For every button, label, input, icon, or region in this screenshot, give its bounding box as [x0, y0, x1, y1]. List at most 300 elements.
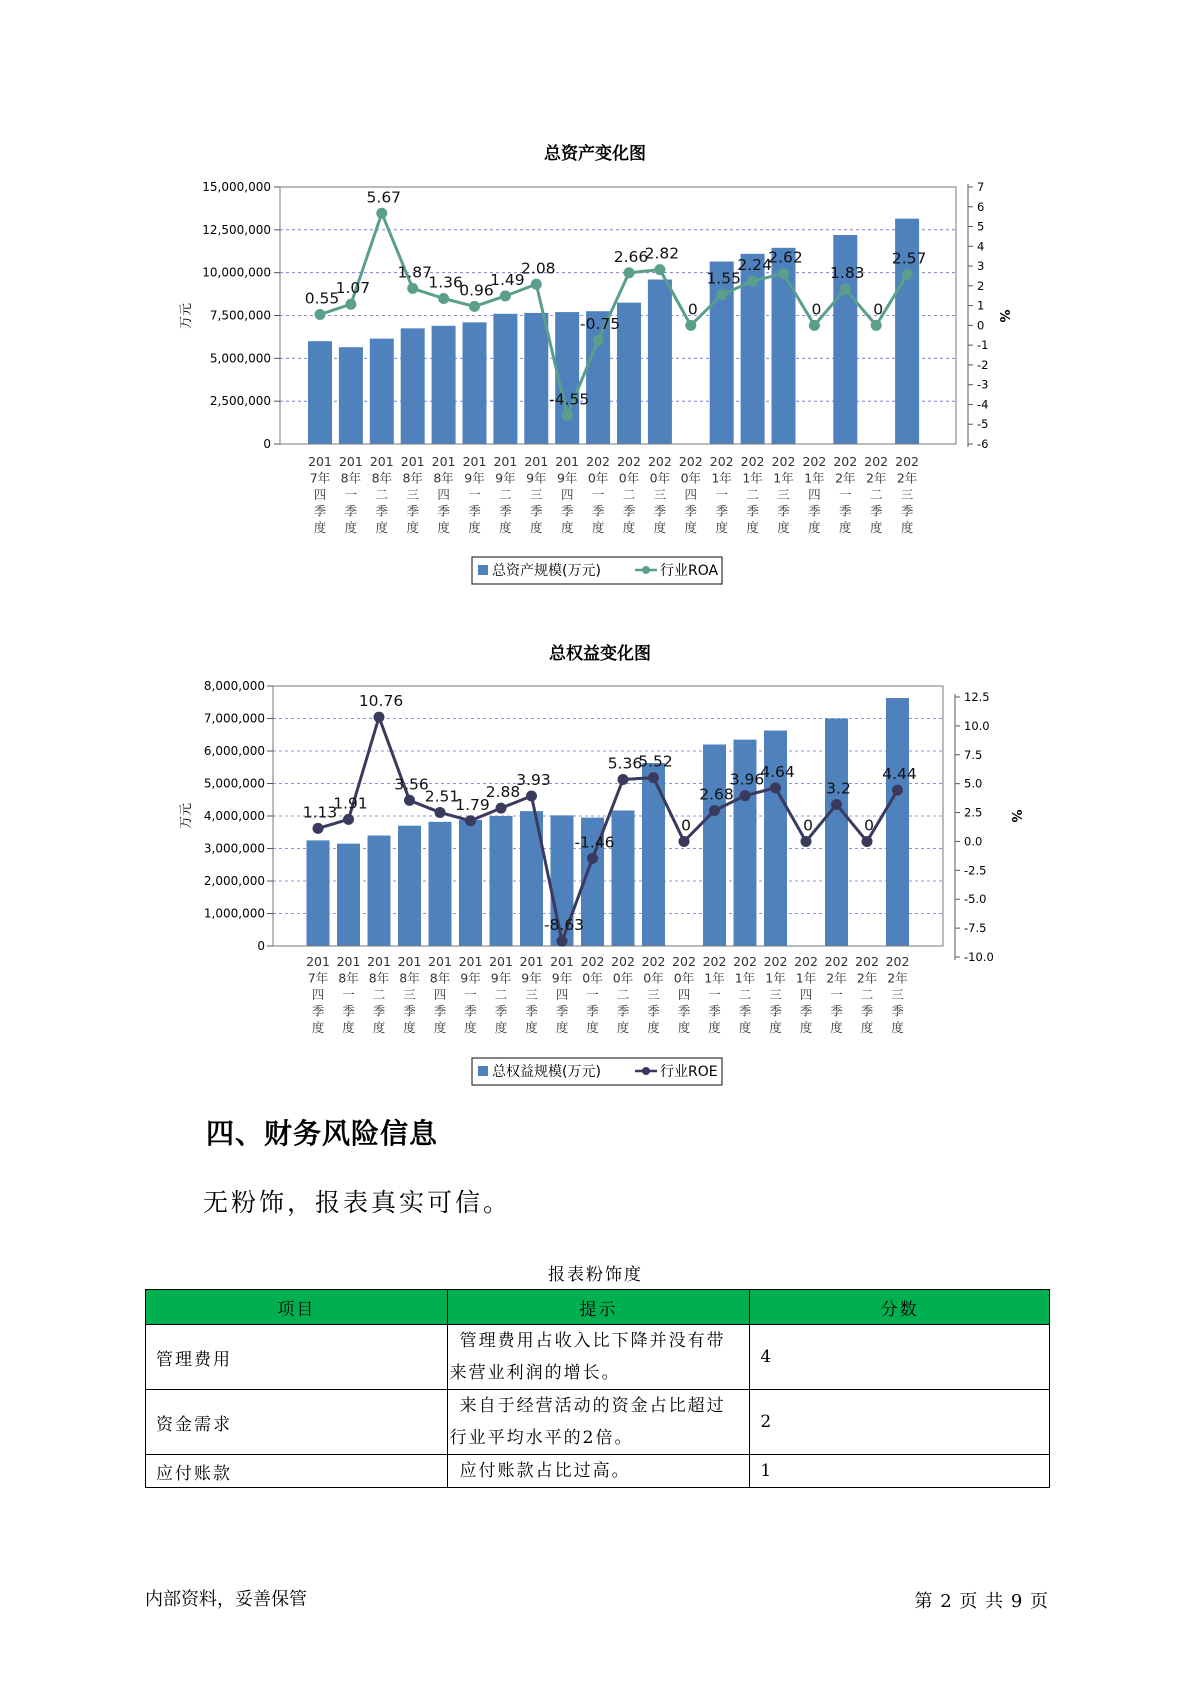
- series-point: [840, 284, 851, 295]
- legend-line-label: 行业ROE: [660, 1064, 718, 1080]
- left-tick-label: 5,000,000: [203, 776, 265, 791]
- x-tick-label: 0年: [612, 970, 634, 986]
- x-tick-label: 201: [524, 454, 549, 469]
- x-tick-label: 三: [891, 987, 904, 1002]
- x-tick-label: 201: [431, 454, 456, 469]
- data-label: 2.24: [737, 256, 772, 275]
- series-point: [654, 264, 665, 275]
- left-tick-label: 1,000,000: [203, 906, 265, 921]
- x-tick-label: 三: [403, 987, 416, 1002]
- x-tick-label: 季: [738, 1003, 752, 1019]
- x-tick-label: 202: [733, 954, 757, 969]
- series-point: [593, 335, 604, 346]
- x-tick-label: 三: [525, 987, 538, 1002]
- data-label: 3.93: [516, 771, 551, 790]
- right-tick-label: -4: [977, 397, 989, 412]
- y-axis-label-right: %: [1008, 809, 1023, 823]
- score-cell: 2: [750, 1390, 1050, 1455]
- x-tick-label: 度: [777, 520, 790, 535]
- series-point: [871, 320, 882, 331]
- data-label: 1.13: [302, 803, 338, 822]
- x-tick-label: 8年: [338, 970, 359, 986]
- x-tick-label: 201: [400, 454, 425, 469]
- data-label: 2.88: [485, 783, 521, 802]
- x-tick-label: 季: [677, 1003, 691, 1019]
- data-label: 1.91: [333, 794, 368, 813]
- series-point: [618, 774, 629, 785]
- chart-bar: [401, 328, 425, 444]
- chart-bar: [617, 303, 641, 444]
- series-point: [685, 320, 696, 331]
- x-tick-label: 度: [494, 1020, 508, 1035]
- x-tick-label: 度: [677, 1020, 691, 1035]
- data-label: 2.51: [424, 787, 460, 806]
- right-tick-label: 0: [977, 318, 985, 333]
- chart-bar: [463, 322, 487, 444]
- right-tick-label: -1: [977, 338, 989, 353]
- series-point: [709, 805, 720, 816]
- x-tick-label: 四: [677, 987, 691, 1002]
- data-label: 4.44: [882, 765, 917, 784]
- data-label: 0: [873, 300, 884, 319]
- x-tick-label: 季: [769, 1003, 782, 1019]
- x-tick-label: 8年: [340, 470, 362, 486]
- legend-line-marker: [642, 1067, 650, 1075]
- right-tick-label: -5: [977, 417, 989, 432]
- chart-title: 总资产变化图: [544, 144, 646, 164]
- x-tick-label: 季: [555, 1003, 569, 1019]
- right-tick-label: 6: [977, 199, 985, 214]
- x-tick-label: 二: [616, 987, 630, 1002]
- x-tick-label: 度: [799, 1020, 813, 1035]
- x-tick-label: 0年: [587, 470, 609, 486]
- series-point: [679, 836, 690, 847]
- chart-title: 总权益变化图: [549, 644, 651, 664]
- x-tick-label: 度: [708, 1020, 721, 1035]
- x-tick-label: 二: [860, 987, 874, 1002]
- data-label: 1.36: [428, 273, 463, 292]
- x-tick-label: 季: [808, 503, 821, 519]
- table-header-row: [146, 1290, 1050, 1325]
- x-tick-label: 202: [855, 954, 879, 969]
- x-tick-label: 201: [462, 454, 487, 469]
- series-point: [469, 301, 480, 312]
- legend-line-label: 行业ROA: [660, 563, 719, 579]
- left-tick-label: 0: [257, 939, 265, 953]
- x-tick-label: 一: [708, 987, 721, 1002]
- x-tick-label: 0年: [582, 970, 603, 986]
- column-header: 提示: [447, 1290, 750, 1325]
- chart-bar: [703, 745, 726, 947]
- x-tick-label: 季: [830, 1003, 843, 1019]
- item-cell: 应付账款: [146, 1455, 448, 1488]
- right-tick-label: 1: [977, 298, 985, 313]
- x-tick-label: 度: [860, 1020, 874, 1035]
- x-tick-label: 2年: [865, 470, 887, 486]
- x-tick-label: 度: [525, 1020, 538, 1035]
- x-tick-label: 8年: [399, 970, 420, 986]
- x-tick-label: 季: [375, 503, 389, 519]
- x-tick-label: 度: [313, 520, 327, 535]
- x-tick-label: 度: [684, 520, 698, 535]
- x-tick-label: 2年: [896, 470, 918, 486]
- data-label: 0: [687, 300, 698, 319]
- chart-bar: [339, 347, 363, 444]
- x-tick-label: 9年: [464, 470, 485, 486]
- x-tick-label: 度: [530, 520, 543, 535]
- x-tick-label: 季: [708, 1003, 721, 1019]
- x-tick-label: 202: [678, 454, 703, 469]
- data-label: 10.76: [358, 692, 404, 711]
- data-label: 0: [803, 816, 813, 835]
- data-label: 5.67: [366, 188, 402, 207]
- x-tick-label: 度: [900, 520, 914, 535]
- series-point: [407, 283, 418, 294]
- x-tick-label: 1年: [773, 470, 794, 486]
- x-tick-label: 季: [313, 503, 327, 519]
- right-tick-label: 7.5: [964, 747, 983, 762]
- x-tick-label: 季: [344, 503, 358, 519]
- data-label: 0: [811, 300, 822, 319]
- x-tick-label: 二: [746, 487, 759, 502]
- x-tick-label: 四: [311, 987, 325, 1002]
- x-tick-label: 9年: [490, 970, 512, 986]
- series-point: [526, 791, 537, 802]
- right-tick-label: 4: [977, 239, 985, 254]
- risk-table: [145, 1289, 1050, 1488]
- data-label: -0.75: [580, 315, 621, 334]
- x-tick-label: 202: [824, 954, 849, 969]
- x-tick-label: 季: [530, 503, 543, 519]
- series-point: [438, 293, 449, 304]
- x-tick-label: 一: [591, 487, 605, 502]
- x-tick-label: 度: [560, 520, 574, 535]
- x-tick-label: 季: [839, 503, 852, 519]
- chart-bar: [432, 326, 456, 444]
- x-tick-label: 度: [375, 520, 389, 535]
- x-tick-label: 季: [591, 503, 605, 519]
- x-tick-label: 一: [839, 487, 852, 502]
- series-point: [435, 807, 446, 818]
- series-point: [404, 795, 415, 806]
- x-tick-label: 四: [799, 987, 813, 1002]
- x-tick-label: 202: [709, 454, 734, 469]
- x-tick-label: 季: [494, 1003, 508, 1019]
- section-heading: 四、财务风险信息: [206, 1117, 439, 1150]
- chart-bar: [524, 313, 548, 444]
- conclusion-text: 无粉饰，报表真实可信。: [203, 1188, 512, 1217]
- left-tick-label: 5,000,000: [209, 351, 271, 366]
- data-label: 0.96: [459, 281, 494, 300]
- x-tick-label: 度: [342, 1020, 355, 1035]
- y-axis-label-right: %: [996, 309, 1011, 323]
- x-tick-label: 度: [591, 520, 605, 535]
- x-tick-label: 三: [530, 487, 543, 502]
- x-tick-label: 0年: [618, 470, 640, 486]
- x-tick-label: 季: [684, 503, 698, 519]
- x-tick-label: 四: [684, 487, 698, 502]
- hint-line: 管理费用占收入比下降并没有带: [459, 1331, 726, 1351]
- right-tick-label: 10.0: [964, 718, 990, 733]
- chart-bar: [398, 826, 421, 946]
- x-tick-label: 二: [499, 487, 512, 502]
- x-tick-label: 三: [900, 487, 914, 502]
- legend-bar-swatch: [478, 565, 488, 575]
- x-tick-label: 1年: [804, 470, 825, 486]
- chart-bar: [370, 339, 394, 444]
- x-tick-label: 季: [891, 1003, 904, 1019]
- series-point: [770, 782, 781, 793]
- chart-bar: [648, 280, 672, 444]
- series-point: [624, 267, 635, 278]
- x-tick-label: 1年: [742, 470, 763, 486]
- x-tick-label: 2年: [835, 470, 856, 486]
- data-label: 3.56: [394, 775, 429, 794]
- right-tick-label: 5.0: [964, 776, 983, 791]
- right-tick-label: -10.0: [964, 950, 994, 964]
- x-tick-label: 季: [900, 503, 914, 519]
- x-tick-label: 202: [580, 954, 605, 969]
- series-point: [648, 772, 659, 783]
- right-tick-label: 2: [977, 278, 985, 293]
- x-tick-label: 四: [313, 487, 327, 502]
- x-tick-label: 8年: [433, 470, 454, 486]
- hint-line: 应付账款占比过高。: [459, 1461, 631, 1481]
- x-tick-label: 202: [833, 454, 858, 469]
- data-label: 0: [864, 816, 874, 835]
- y-axis-label-left: 万元: [179, 302, 194, 330]
- x-tick-label: 度: [433, 1020, 447, 1035]
- right-tick-label: 0.0: [964, 834, 983, 849]
- item-cell: 管理费用: [146, 1325, 448, 1390]
- x-tick-label: 季: [468, 503, 481, 519]
- x-tick-label: 一: [468, 487, 481, 502]
- x-tick-label: 季: [406, 503, 419, 519]
- x-tick-label: 201: [336, 954, 361, 969]
- left-tick-label: 7,500,000: [209, 308, 271, 323]
- x-tick-label: 2年: [826, 970, 847, 986]
- x-tick-label: 度: [344, 520, 358, 535]
- hint-cell: [447, 1390, 750, 1455]
- series-point: [500, 290, 511, 301]
- x-tick-label: 度: [839, 520, 852, 535]
- hint-line: 来营业利润的增长。: [449, 1363, 621, 1383]
- right-tick-label: 12.5: [964, 690, 990, 704]
- data-label: 1.87: [397, 263, 432, 282]
- series-point: [562, 410, 573, 421]
- x-tick-label: 季: [777, 503, 790, 519]
- x-tick-label: 9年: [521, 970, 542, 986]
- x-tick-label: 201: [458, 954, 483, 969]
- left-tick-label: 12,500,000: [202, 222, 271, 237]
- right-tick-label: -2: [977, 357, 989, 372]
- x-tick-label: 三: [647, 987, 660, 1002]
- x-tick-label: 201: [397, 954, 422, 969]
- table-caption: 报表粉饰度: [548, 1265, 643, 1285]
- x-tick-label: 202: [864, 454, 889, 469]
- x-tick-label: 0年: [673, 970, 695, 986]
- x-tick-label: 1年: [734, 970, 756, 986]
- chart-bar: [490, 816, 513, 946]
- table-row: [146, 1455, 1050, 1488]
- chart-bar: [337, 844, 360, 946]
- data-label: 4.64: [760, 762, 795, 781]
- right-tick-label: -5.0: [964, 892, 987, 907]
- x-tick-label: 度: [437, 520, 450, 535]
- x-tick-label: 1年: [711, 470, 732, 486]
- x-tick-label: 度: [647, 1020, 660, 1035]
- x-tick-label: 一: [464, 987, 477, 1002]
- x-tick-label: 度: [808, 520, 821, 535]
- x-tick-label: 三: [777, 487, 790, 502]
- x-tick-label: 二: [738, 987, 752, 1002]
- left-tick-label: 7,000,000: [203, 711, 265, 726]
- x-tick-label: 7年: [307, 970, 329, 986]
- x-tick-label: 度: [891, 1020, 904, 1035]
- data-label: 2.68: [699, 785, 734, 804]
- x-tick-label: 201: [550, 954, 574, 969]
- column-header: 分数: [750, 1290, 1050, 1325]
- x-tick-label: 1年: [704, 970, 725, 986]
- series-point: [801, 836, 812, 847]
- right-tick-label: -2.5: [964, 863, 987, 878]
- series-point: [343, 814, 354, 825]
- table-row: [146, 1325, 1050, 1390]
- x-tick-label: 201: [367, 954, 391, 969]
- table-row: [146, 1390, 1050, 1455]
- chart-bar: [307, 840, 330, 946]
- right-tick-label: 2.5: [964, 805, 983, 820]
- x-tick-label: 季: [860, 1003, 874, 1019]
- x-tick-label: 201: [555, 454, 580, 469]
- left-tick-label: 10,000,000: [202, 265, 271, 280]
- data-label: 2.66: [613, 247, 649, 266]
- total-assets-chart: [179, 143, 1011, 584]
- left-tick-label: 2,000,000: [203, 874, 265, 888]
- x-tick-label: 二: [869, 487, 883, 502]
- series-point: [315, 309, 326, 320]
- x-tick-label: 201: [338, 454, 363, 469]
- x-tick-label: 度: [746, 520, 759, 535]
- left-tick-label: 0: [263, 437, 271, 451]
- right-tick-label: 7: [977, 180, 985, 194]
- x-tick-label: 度: [311, 1020, 325, 1035]
- chart-bar: [642, 763, 665, 946]
- x-tick-label: 度: [555, 1020, 569, 1035]
- x-tick-label: 季: [342, 1003, 355, 1019]
- x-tick-label: 202: [702, 954, 727, 969]
- x-tick-label: 8年: [402, 470, 423, 486]
- chart-bar: [612, 810, 635, 946]
- x-tick-label: 0年: [649, 470, 671, 486]
- footer-page-number: 第 2 页 共 9 页: [914, 1591, 1049, 1612]
- series-point: [496, 803, 507, 814]
- x-tick-label: 季: [464, 1003, 477, 1019]
- x-tick-label: 季: [647, 1003, 660, 1019]
- x-tick-label: 度: [406, 520, 419, 535]
- chart-legend: [472, 557, 722, 584]
- x-tick-label: 202: [611, 954, 635, 969]
- series-point: [716, 289, 727, 300]
- data-label: 1.07: [335, 279, 371, 298]
- hint-line: 来自于经营活动的资金占比超过: [459, 1396, 726, 1416]
- x-tick-label: 季: [560, 503, 574, 519]
- x-tick-label: 9年: [495, 470, 516, 486]
- x-tick-label: 202: [672, 954, 696, 969]
- column-header: 项目: [146, 1290, 448, 1325]
- data-label: 2.82: [644, 244, 680, 263]
- data-label: 0.55: [304, 289, 340, 308]
- x-tick-label: 一: [715, 487, 728, 502]
- x-tick-label: 202: [586, 454, 611, 469]
- score-cell: 1: [750, 1455, 1050, 1488]
- x-tick-label: 202: [895, 454, 920, 469]
- series-point: [376, 208, 387, 219]
- legend-bar-swatch: [478, 1066, 488, 1076]
- x-tick-label: 季: [372, 1003, 386, 1019]
- x-tick-label: 0年: [680, 470, 702, 486]
- data-label: 2.62: [768, 248, 803, 267]
- left-tick-label: 4,000,000: [203, 809, 265, 823]
- x-tick-label: 季: [715, 503, 728, 519]
- x-tick-label: 度: [830, 1020, 843, 1035]
- x-tick-label: 二: [375, 487, 389, 502]
- left-tick-label: 3,000,000: [203, 841, 265, 856]
- x-tick-label: 202: [617, 454, 641, 469]
- x-tick-label: 度: [499, 520, 512, 535]
- x-tick-label: 202: [771, 454, 796, 469]
- x-tick-label: 201: [306, 954, 330, 969]
- chart-bar: [710, 262, 734, 444]
- x-tick-label: 季: [311, 1003, 325, 1019]
- series-point: [313, 823, 324, 834]
- x-tick-label: 度: [769, 1020, 782, 1035]
- x-tick-label: 三: [406, 487, 419, 502]
- legend-line-marker: [642, 566, 650, 574]
- x-tick-label: 季: [433, 1003, 447, 1019]
- x-tick-label: 9年: [526, 470, 547, 486]
- data-label: 1.49: [490, 270, 525, 289]
- series-point: [902, 269, 913, 280]
- left-tick-label: 15,000,000: [202, 180, 271, 194]
- x-tick-label: 季: [869, 503, 883, 519]
- data-label: 3.2: [826, 779, 851, 798]
- x-tick-label: 一: [586, 987, 599, 1002]
- x-tick-label: 201: [369, 454, 394, 469]
- x-tick-label: 度: [869, 520, 883, 535]
- series-point: [740, 790, 751, 801]
- x-tick-label: 0年: [643, 970, 664, 986]
- hint-cell: [447, 1325, 750, 1390]
- x-tick-label: 9年: [556, 470, 578, 486]
- left-tick-label: 6,000,000: [203, 744, 265, 758]
- x-tick-label: 度: [622, 520, 636, 535]
- series-point: [747, 276, 758, 287]
- chart-bar: [886, 698, 909, 946]
- series-point: [809, 320, 820, 331]
- x-tick-label: 度: [616, 1020, 630, 1035]
- x-tick-label: 8年: [429, 970, 451, 986]
- series-point: [831, 799, 842, 810]
- x-tick-label: 9年: [551, 970, 573, 986]
- x-tick-label: 季: [799, 1003, 813, 1019]
- x-tick-label: 度: [468, 520, 481, 535]
- x-tick-label: 202: [794, 954, 818, 969]
- chart-bar: [368, 836, 391, 947]
- x-tick-label: 度: [738, 1020, 752, 1035]
- x-tick-label: 四: [433, 987, 447, 1002]
- left-tick-label: 8,000,000: [203, 679, 265, 693]
